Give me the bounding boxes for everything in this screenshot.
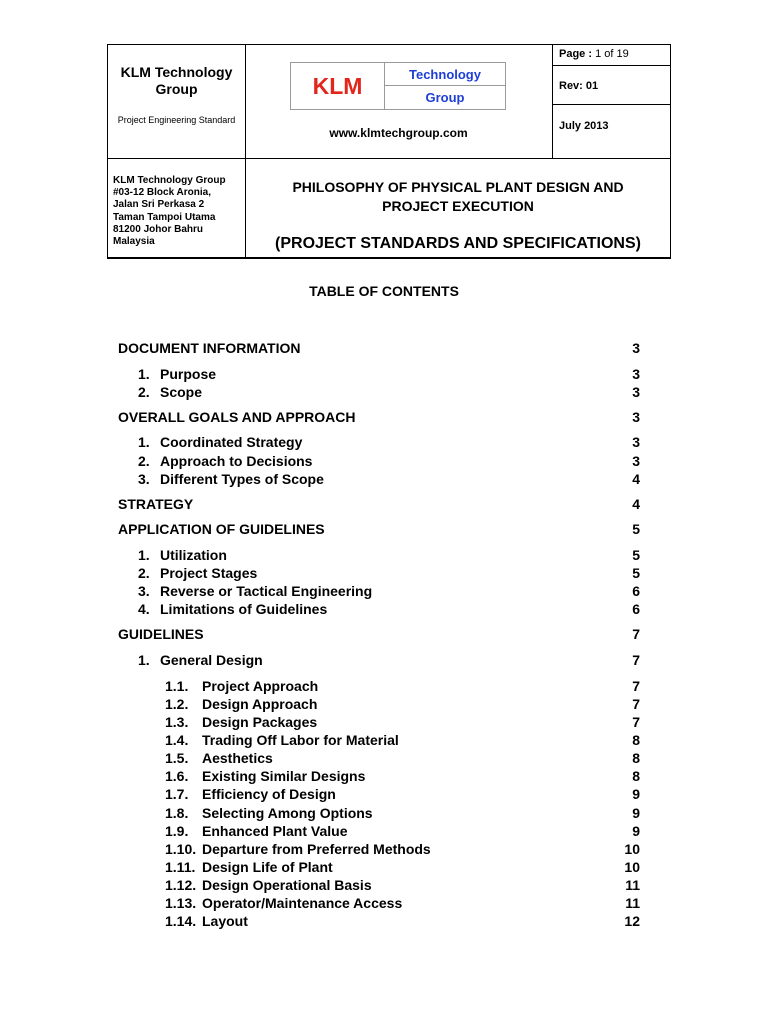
toc-entry-title: Efficiency of Design <box>202 786 336 802</box>
toc-entry-page: 4 <box>632 496 640 512</box>
document-title <box>246 178 670 216</box>
toc-entry-title: GUIDELINES <box>118 626 204 642</box>
toc-entry-number: 1. <box>138 366 150 382</box>
toc-entry-title: Project Stages <box>160 565 258 581</box>
company-name: KLM Technology Group <box>120 64 233 97</box>
toc-entry-page: 7 <box>632 626 640 642</box>
toc-entry[interactable] <box>0 651 768 669</box>
header-divider-col3 <box>552 44 553 158</box>
website-link[interactable]: www.klmtechgroup.com <box>329 126 468 140</box>
toc-entry-number: 1. <box>138 547 150 563</box>
toc-entry-number: 3. <box>138 583 150 599</box>
toc-entry[interactable] <box>0 713 768 731</box>
toc-entry-title: Existing Similar Designs <box>202 768 366 784</box>
header-divider-meta1 <box>552 65 670 66</box>
toc-entry[interactable] <box>0 495 768 513</box>
toc-entry-title: Selecting Among Options <box>202 805 373 821</box>
toc-entry-page: 7 <box>632 696 640 712</box>
toc-entry-title: Approach to Decisions <box>160 453 313 469</box>
toc-entry-number: 3. <box>138 471 150 487</box>
toc-entry[interactable] <box>0 564 768 582</box>
toc-entry[interactable] <box>0 695 768 713</box>
page-label: Page : <box>559 48 593 60</box>
address-line: 81200 Johor Bahru <box>113 223 204 235</box>
toc-entry[interactable] <box>0 767 768 785</box>
toc-entry-page: 6 <box>632 601 640 617</box>
toc-entry[interactable] <box>0 894 768 912</box>
toc-entry[interactable] <box>0 433 768 451</box>
toc-entry-number: 1.12. <box>165 877 197 893</box>
toc-entry-page: 3 <box>632 453 640 469</box>
toc-entry-title: Trading Off Labor for Material <box>202 732 399 748</box>
toc-entry-title: Purpose <box>160 366 217 382</box>
revision: Rev: 01 <box>559 80 599 92</box>
toc-entry-page: 5 <box>632 547 640 563</box>
header-border-right <box>670 44 671 259</box>
toc-entry-page: 3 <box>632 434 640 450</box>
address-line: Jalan Sri Perkasa 2 <box>113 199 205 211</box>
toc-entry-page: 7 <box>632 678 640 694</box>
toc-entry-page: 5 <box>632 565 640 581</box>
toc-title: TABLE OF CONTENTS <box>309 283 459 299</box>
address-line: #03-12 Block Aronia, <box>113 187 212 199</box>
toc-entry-page: 10 <box>624 841 640 857</box>
toc-entry-title: Enhanced Plant Value <box>202 823 348 839</box>
toc-entry-number: 1.5. <box>165 750 189 766</box>
toc-entry-number: 1.1. <box>165 678 189 694</box>
toc-entry-title: Design Operational Basis <box>202 877 372 893</box>
document-subtitle: (PROJECT STANDARDS AND SPECIFICATIONS) <box>275 235 641 252</box>
document-date: July 2013 <box>559 120 609 132</box>
toc-entry-page: 7 <box>632 714 640 730</box>
toc-entry-title: Design Packages <box>202 714 318 730</box>
address-line: Malaysia <box>113 236 155 248</box>
toc-entry-number: 1.3. <box>165 714 189 730</box>
toc-entry[interactable] <box>0 582 768 600</box>
toc-entry[interactable] <box>0 546 768 564</box>
document-header <box>0 0 768 270</box>
toc-entry[interactable] <box>0 600 768 618</box>
toc-entry-number: 1.11. <box>165 859 196 875</box>
toc-entry-title: General Design <box>160 652 263 668</box>
toc-entry-title: Reverse or Tactical Engineering <box>160 583 373 599</box>
toc-entry-number: 1.7. <box>165 786 189 802</box>
toc-entry-number: 1.4. <box>165 732 189 748</box>
logo-group-text: Group <box>425 90 465 105</box>
toc-entry-title: Layout <box>202 913 248 929</box>
toc-entry-number: 1.14. <box>165 913 197 929</box>
toc-entry-number: 2. <box>138 453 150 469</box>
toc-entry[interactable] <box>0 408 768 426</box>
page-number <box>559 48 629 61</box>
toc-entry-title: Aesthetics <box>202 750 273 766</box>
toc-entry-title: APPLICATION OF GUIDELINES <box>118 521 325 537</box>
toc-entry[interactable] <box>0 858 768 876</box>
header-border-top <box>107 44 671 45</box>
toc-entry-title: Design Approach <box>202 696 318 712</box>
toc-entry-page: 11 <box>625 895 640 911</box>
toc-entry[interactable] <box>0 625 768 643</box>
toc-entry-title: Utilization <box>160 547 227 563</box>
toc-entry-title: Different Types of Scope <box>160 471 324 487</box>
toc-entry-number: 1.9. <box>165 823 189 839</box>
toc-entry-page: 3 <box>632 384 640 400</box>
toc-entry-title: Scope <box>160 384 203 400</box>
toc-entry-page: 9 <box>632 823 640 839</box>
toc-entry-number: 2. <box>138 565 150 581</box>
logo-technology-text: Technology <box>385 63 505 86</box>
toc-entry-title: Limitations of Guidelines <box>160 601 328 617</box>
toc-entry-number: 1.10. <box>165 841 197 857</box>
title-line-1: PHILOSOPHY OF PHYSICAL PLANT DESIGN AND <box>292 179 624 195</box>
toc-entry-number: 4. <box>138 601 150 617</box>
toc-entry-title: DOCUMENT INFORMATION <box>118 340 301 356</box>
toc-entry[interactable] <box>0 822 768 840</box>
toc-entry-title: Departure from Preferred Methods <box>202 841 431 857</box>
toc-entry-title: Project Approach <box>202 678 319 694</box>
toc-entry-page: 3 <box>632 340 640 356</box>
toc-entry[interactable] <box>0 339 768 357</box>
logo-klm-text: KLM <box>291 63 385 109</box>
header-divider-meta2 <box>552 104 670 105</box>
toc-entry-page: 9 <box>632 805 640 821</box>
toc-entry-number: 1.2. <box>165 696 189 712</box>
toc-entry-page: 9 <box>632 786 640 802</box>
toc-entry-page: 4 <box>632 471 640 487</box>
address-line: Taman Tampoi Utama <box>113 211 216 223</box>
toc-entry[interactable] <box>0 804 768 822</box>
header-border-middle <box>107 158 671 159</box>
toc-entry[interactable] <box>0 840 768 858</box>
toc-entry-title: STRATEGY <box>118 496 194 512</box>
toc-entry-page: 7 <box>632 652 640 668</box>
toc-entry-number: 1.13. <box>165 895 197 911</box>
klm-logo <box>290 62 506 110</box>
toc-entry-number: 2. <box>138 384 150 400</box>
company-address <box>113 175 226 248</box>
toc-entry-number: 1. <box>138 434 150 450</box>
page-value: 1 of 19 <box>595 48 629 60</box>
toc-entry-page: 3 <box>632 366 640 382</box>
toc-entry-title: Operator/Maintenance Access <box>202 895 403 911</box>
address-line: KLM Technology Group <box>113 175 226 186</box>
company-subtitle: Project Engineering Standard <box>117 115 236 125</box>
toc-entry[interactable] <box>0 520 768 538</box>
toc-entry[interactable] <box>0 731 768 749</box>
toc-entry-page: 8 <box>632 732 640 748</box>
toc-entry-number: 1. <box>138 652 150 668</box>
header-border-bottom <box>107 257 671 259</box>
toc-entry-title: Coordinated Strategy <box>160 434 303 450</box>
toc-entry[interactable] <box>0 452 768 470</box>
toc-entry-number: 1.6. <box>165 768 189 784</box>
title-line-2: PROJECT EXECUTION <box>382 198 534 214</box>
toc-entry[interactable] <box>0 749 768 767</box>
toc-entry-page: 12 <box>624 913 640 929</box>
toc-entry[interactable] <box>0 365 768 383</box>
header-divider-col1 <box>245 44 246 259</box>
toc-entry[interactable] <box>0 912 768 930</box>
toc-entry-page: 11 <box>625 877 640 893</box>
toc-entry[interactable] <box>0 677 768 695</box>
toc-entry-page: 10 <box>624 859 640 875</box>
toc-entry-title: Design Life of Plant <box>202 859 333 875</box>
toc-entry-page: 6 <box>632 583 640 599</box>
toc-entry-page: 5 <box>632 521 640 537</box>
toc-entry-page: 3 <box>632 409 640 425</box>
toc-entry[interactable] <box>0 383 768 401</box>
toc-entry-number: 1.8. <box>165 805 189 821</box>
toc-entry-page: 8 <box>632 750 640 766</box>
toc-entry[interactable] <box>0 876 768 894</box>
toc-entry[interactable] <box>0 785 768 803</box>
toc-entry-page: 8 <box>632 768 640 784</box>
toc-entry-title: OVERALL GOALS AND APPROACH <box>118 409 356 425</box>
toc-entry[interactable] <box>0 470 768 488</box>
